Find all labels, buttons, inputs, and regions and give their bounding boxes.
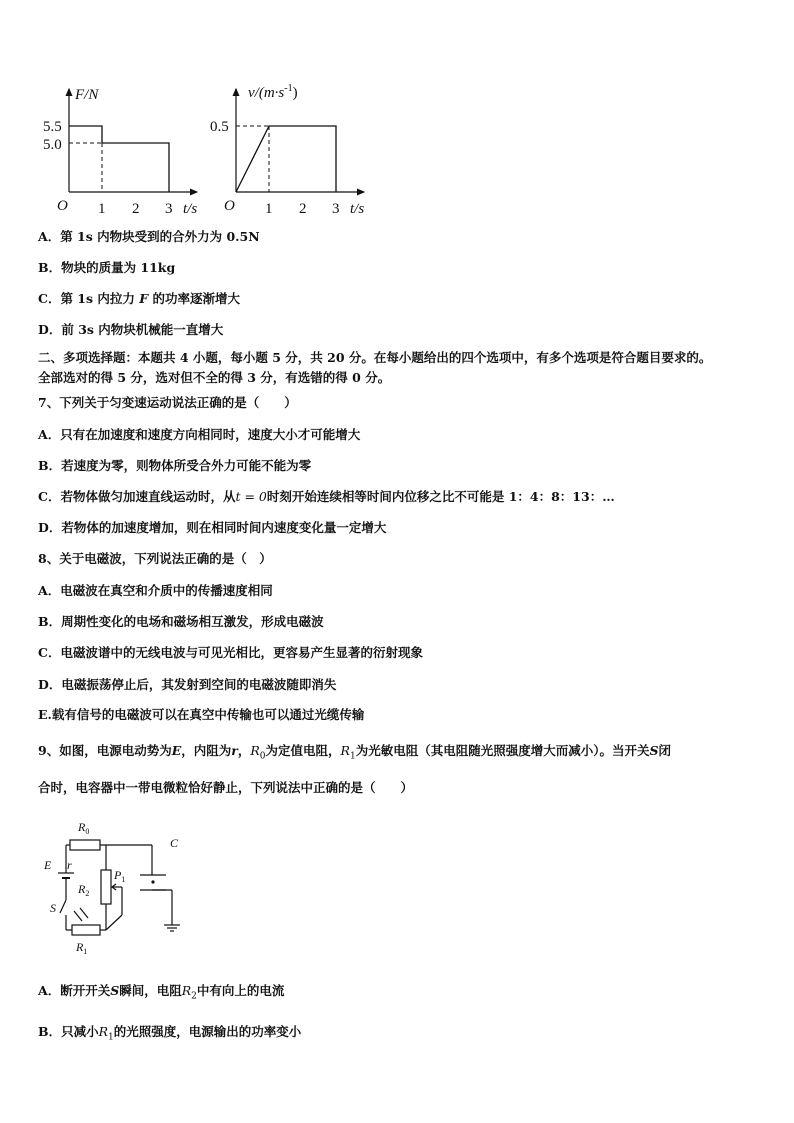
- section-heading-line2: 全部选对的得 5 分，选对但不全的得 3 分，有选错的得 0 分。: [38, 370, 391, 385]
- force-time-graph: [43, 85, 225, 217]
- q8-stem: 8、关于电磁波，下列说法正确的是（ ）: [38, 551, 272, 566]
- q9-option-a: A．断开开关S瞬间，电阻$R_2$中有向上的电流: [38, 983, 285, 1002]
- q7-option-c: C．若物体做匀加速直线运动时，从t = 0时刻开始连续相等时间内位移之比不可能是 1：4：8：13：…: [38, 489, 615, 504]
- force-curve: [69, 126, 169, 192]
- label-e: E: [44, 858, 52, 872]
- velocity-time-graph: [210, 83, 392, 217]
- q8-option-d: D．电磁振荡停止后，其发射到空间的电磁波随即消失: [38, 677, 337, 692]
- label-s: S: [50, 901, 56, 915]
- section-heading-line1: 二、多项选择题：本题共 4 小题，每小题 5 分，共 20 分。在每小题给出的四个选项中，有多个选项是符合题目要求的。: [38, 350, 712, 365]
- x-tick-2: 2: [299, 201, 307, 217]
- x-tick-2: 2: [132, 201, 140, 217]
- light-arrow-2: [80, 908, 88, 918]
- resistor-r2: [101, 870, 111, 904]
- q6-option-b: B．物块的质量为 11kg: [38, 260, 176, 275]
- q6-option-a: A．第 1s 内物块受到的合外力为 0.5N: [38, 229, 260, 244]
- q9-stem-line2: 合时，电容器中一带电微粒恰好静止，下列说法中正确的是（ ）: [38, 780, 414, 795]
- resistor-r1: [72, 925, 100, 935]
- q9-option-b: B．只减小$R_1$的光照强度，电源输出的功率变小: [38, 1024, 302, 1043]
- y-tick-5.0: 5.0: [43, 137, 62, 153]
- q6-option-d: D．前 3s 内物块机械能一直增大: [38, 322, 224, 337]
- origin-label: O: [57, 198, 68, 214]
- q8-option-a: A．电磁波在真空和介质中的传播速度相同: [38, 583, 273, 598]
- origin-label: O: [224, 198, 235, 214]
- label-p1: $P_1$: [114, 868, 126, 884]
- x-tick-1: 1: [98, 201, 106, 217]
- x-tick-3: 3: [332, 201, 340, 217]
- resistor-r0: [70, 840, 100, 850]
- switch-s: [60, 900, 66, 913]
- label-r0: $R_0$: [78, 820, 90, 836]
- y-tick-5.5: 5.5: [43, 119, 62, 135]
- light-arrow-1: [74, 911, 82, 921]
- x-tick-3: 3: [165, 201, 173, 217]
- q7-option-b: B．若速度为零，则物体所受合外力可能不能为零: [38, 458, 312, 473]
- q7-option-d: D．若物体的加速度增加，则在相同时间内速度变化量一定增大: [38, 520, 387, 535]
- q9-stem-line1: 9、如图，电源电动势为E，内阻为r，$R_0$为定值电阻，$R_1$为光敏电阻（其电阻随光照强度增大而减小）。当开关S闭: [38, 743, 671, 762]
- label-r1: $R_1$: [76, 940, 88, 956]
- x-axis-label: t/s: [183, 201, 198, 217]
- q8-option-c: C．电磁波谱中的无线电波与可见光相比，更容易产生显著的衍射现象: [38, 645, 423, 660]
- y-axis-label: F/N: [75, 87, 99, 103]
- label-r: r: [67, 858, 72, 872]
- label-c: C: [170, 836, 179, 850]
- x-tick-1: 1: [265, 201, 273, 217]
- wire-slider-bottom: [106, 915, 122, 930]
- y-axis-label: $v/(m\cdot s^{-1})$: [248, 83, 298, 101]
- q7-option-a: A．只有在加速度和速度方向相同时，速度大小才可能增大: [38, 427, 361, 442]
- circuit-diagram: [40, 815, 190, 955]
- x-axis-label: t/s: [350, 201, 365, 217]
- velocity-curve: [236, 126, 336, 192]
- q7-stem: 7、下列关于匀变速运动说法正确的是（ ）: [38, 395, 297, 410]
- q6-option-c: C．第 1s 内拉力 F 的功率逐渐增大: [38, 291, 240, 306]
- q8-option-e: E.载有信号的电磁波可以在真空中传输也可以通过光缆传输: [38, 707, 365, 722]
- y-tick-0.5: 0.5: [210, 119, 229, 135]
- label-r2: $R_2$: [78, 882, 90, 898]
- q8-option-b: B．周期性变化的电场和磁场相互激发，形成电磁波: [38, 614, 324, 629]
- charged-particle: [151, 880, 154, 883]
